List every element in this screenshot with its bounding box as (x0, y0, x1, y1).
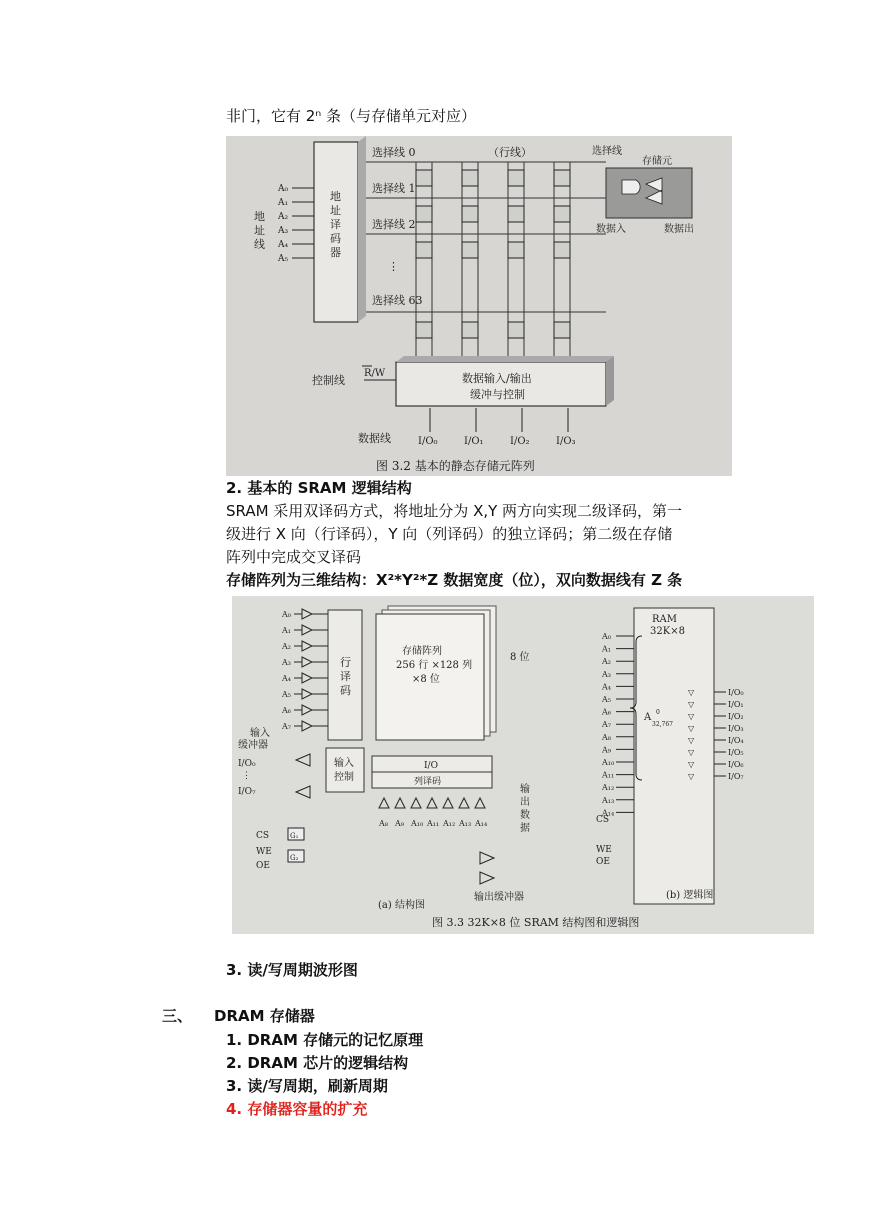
buffer-line-1: 数据输入/输出 (462, 372, 532, 385)
col-buffer-triangle (459, 798, 469, 808)
col-addr-1: A₉ (395, 819, 404, 828)
col-buffer-triangle (379, 798, 389, 808)
row-addr-2: A₂ (282, 642, 291, 651)
sec2-bold-line: 存储阵列为三维结构：X²*Y²*Z 数据宽度（位），双向数据线有 Z 条 (226, 571, 683, 589)
svg-text:▽: ▽ (688, 772, 695, 781)
row-addr-4: A₄ (282, 674, 291, 683)
data-line-label: 数据线 (358, 432, 391, 445)
row-line-2: 选择线 2 (372, 218, 416, 231)
sec2-para-3: 阵列中完成交叉译码 (226, 548, 362, 566)
col-buffer-triangle (475, 798, 485, 808)
list-item-4: 4. 存储器容量的扩充 (226, 1100, 368, 1118)
row-addr-3: A₃ (282, 658, 291, 667)
io-3: I/O₃ (556, 436, 576, 447)
fig1-caption: 图 3.2 基本的静态存储元阵列 (376, 459, 535, 473)
ram-addr-5: A₅ (602, 695, 611, 704)
struct-caption: (a) 结构图 (378, 900, 425, 911)
list-item-3: 3. 读/写周期，刷新周期 (226, 1077, 388, 1095)
svg-text:32,767: 32,767 (652, 721, 673, 728)
col-buffer-triangle (395, 798, 405, 808)
io-left-7: I/O₇ (238, 787, 256, 797)
eight-bits-label: 8 位 (510, 652, 530, 663)
ram-addr-4: A₄ (602, 682, 611, 692)
ram-addr-9: A₉ (602, 745, 611, 755)
ram-title-1: RAM (652, 614, 677, 625)
part3-number: 三、 (162, 1007, 193, 1025)
ram-addr-7: A₇ (602, 720, 611, 730)
ram-io-6: I/O₆ (728, 760, 744, 769)
memory-cell (508, 322, 524, 338)
row-addr-1: A₁ (282, 626, 291, 635)
col-addr-5: A₁₃ (459, 819, 472, 828)
row-addr-6: A₆ (282, 706, 291, 715)
ram-addr-0: A₀ (602, 632, 611, 641)
select-line-label: 选择线 (592, 146, 622, 157)
ram-addr-13: A₁₃ (602, 795, 615, 805)
row-addr-5: A₅ (282, 690, 291, 699)
col-addr-2: A₁₀ (411, 819, 424, 828)
col-decoder-label: 列译码 (414, 777, 442, 787)
buffer-triangle (302, 689, 312, 699)
memory-cell (554, 322, 570, 338)
figure-3-2 (226, 136, 732, 476)
buffer-triangle (302, 609, 312, 619)
svg-text:▽: ▽ (688, 712, 695, 721)
memory-cell (462, 242, 478, 258)
svg-text:0: 0 (656, 709, 660, 716)
input-control-label: 输入控制 (334, 758, 354, 783)
ram-ctrl-cs: CS (596, 815, 610, 825)
ram-addr-14: A₁₄ (602, 808, 615, 818)
output-buffer-label: 输出缓冲器 (474, 892, 524, 903)
ram-ctrl-we: WE (596, 845, 612, 855)
svg-text:▽: ▽ (688, 736, 695, 745)
svg-text:⋮: ⋮ (388, 260, 399, 273)
memory-cell (554, 170, 570, 186)
ram-addr-1: A₁ (602, 644, 611, 654)
memory-cell (462, 170, 478, 186)
ctrl-we: WE (256, 847, 272, 857)
col-addr-6: A₁₄ (475, 819, 488, 828)
array-line-1: 存储阵列 (402, 646, 442, 657)
svg-text:▽: ▽ (688, 700, 695, 709)
io-block-label: I/O (424, 761, 438, 771)
memory-cell (416, 206, 432, 222)
memory-cell (462, 206, 478, 222)
buffer-triangle (302, 657, 312, 667)
buffer-triangle (302, 705, 312, 715)
memory-cell (554, 206, 570, 222)
ram-addr-2: A₂ (602, 657, 611, 667)
svg-text:▽: ▽ (688, 688, 695, 697)
buffer-triangle (302, 673, 312, 683)
fig2-caption: 图 3.3 32K×8 位 SRAM 结构图和逻辑图 (432, 916, 640, 929)
ram-addr-11: A₁₁ (602, 770, 615, 780)
ram-addr-10: A₁₀ (602, 758, 615, 767)
sec3-heading: 3. 读/写周期波形图 (226, 961, 358, 979)
io-2: I/O₂ (510, 436, 530, 447)
col-addr-4: A₁₂ (443, 819, 456, 828)
list-item-1: 1. DRAM 存储元的记忆原理 (226, 1031, 424, 1049)
buffer-triangle (302, 625, 312, 635)
col-addr-3: A₁₁ (427, 819, 440, 828)
control-line-label: 控制线 (312, 374, 345, 387)
row-line-title: （行线） (488, 146, 532, 159)
ram-io-3: I/O₃ (728, 724, 744, 733)
ram-io-0: I/O₀ (728, 688, 744, 697)
io-left-0: I/O₀ (238, 759, 256, 769)
sec2-para-1: SRAM 采用双译码方式，将地址分为 X,Y 两方向实现二级译码，第一 (226, 502, 683, 520)
row-line-63: 选择线 63 (372, 294, 423, 307)
intro-line: 非门，它有 2ⁿ 条（与存储单元对应） (226, 107, 477, 125)
row-line-0: 选择线 0 (372, 146, 416, 159)
decoder-label: 地址译码器 (330, 190, 341, 259)
part3-title: DRAM 存储器 (214, 1007, 315, 1025)
logic-caption: (b) 逻辑图 (666, 890, 714, 901)
addr-input-0: A₀ (278, 184, 289, 194)
sec2-para-2: 级进行 X 向（行译码），Y 向（列译码）的独立译码；第二级在存储 (226, 525, 673, 543)
ram-io-5: I/O₅ (728, 748, 744, 757)
data-out-label: 数据出 (664, 224, 694, 235)
figure-3-3 (232, 596, 814, 934)
row-decoder-label: 行译码 (340, 656, 351, 697)
addr-input-3: A₃ (278, 226, 289, 236)
ram-title-2: 32K×8 (650, 626, 685, 637)
buffer-line-2: 缓冲与控制 (470, 388, 525, 401)
svg-text:⋮: ⋮ (242, 771, 251, 781)
memory-cell (462, 322, 478, 338)
sec2-heading: 2. 基本的 SRAM 逻辑结构 (226, 479, 412, 497)
ram-io-4: I/O₄ (728, 736, 744, 745)
io-1: I/O₁ (464, 436, 484, 447)
buffer-triangle (302, 721, 312, 731)
addr-input-1: A₁ (278, 198, 289, 208)
ram-addr-3: A₃ (602, 669, 611, 679)
buffer-triangle (302, 641, 312, 651)
ram-addr-6: A₆ (602, 707, 611, 717)
addr-input-2: A₂ (278, 212, 289, 222)
col-addr-0: A₈ (379, 819, 388, 828)
row-addr-0: A₀ (282, 610, 291, 619)
output-data-label: 输出数据 (520, 784, 530, 834)
svg-text:▽: ▽ (688, 748, 695, 757)
memory-cell (508, 242, 524, 258)
col-buffer-triangle (443, 798, 453, 808)
input-buffer-label: 输入缓冲器 (238, 728, 270, 751)
svg-text:▽: ▽ (688, 724, 695, 733)
memory-cell (416, 170, 432, 186)
memory-cell (508, 206, 524, 222)
row-line-1: 选择线 1 (372, 182, 416, 195)
ram-io-2: I/O₂ (728, 712, 744, 721)
row-addr-7: A₇ (282, 722, 291, 731)
addr-input-5: A₅ (278, 254, 289, 264)
col-buffer-triangle (427, 798, 437, 808)
memory-cell (416, 322, 432, 338)
ram-addr-8: A₈ (602, 732, 611, 742)
address-lines-label: 地址线 (254, 210, 265, 251)
memory-cell (416, 242, 432, 258)
memory-cell (554, 242, 570, 258)
cell-label: 存储元 (642, 156, 672, 167)
memory-cell (508, 170, 524, 186)
ctrl-cs: CS (256, 831, 270, 841)
addr-input-4: A₄ (278, 240, 289, 250)
data-in-label: 数据入 (596, 224, 626, 235)
list-item-2: 2. DRAM 芯片的逻辑结构 (226, 1054, 409, 1072)
svg-text:▽: ▽ (688, 760, 695, 769)
array-line-2: 256 行 ×128 列 (396, 660, 473, 671)
ram-io-7: I/O₇ (728, 772, 744, 781)
ram-io-1: I/O₁ (728, 700, 744, 709)
ctrl-oe: OE (256, 861, 270, 871)
rw-label: R/W (364, 368, 386, 379)
io-0: I/O₀ (418, 436, 438, 447)
gate-g2: G₂ (290, 854, 299, 862)
ram-a-label: A (644, 712, 652, 723)
ram-addr-12: A₁₂ (602, 783, 615, 793)
col-buffer-triangle (411, 798, 421, 808)
ram-ctrl-oe: OE (596, 857, 610, 867)
gate-g1: G₁ (290, 832, 299, 840)
array-line-3: ×8 位 (412, 674, 440, 685)
